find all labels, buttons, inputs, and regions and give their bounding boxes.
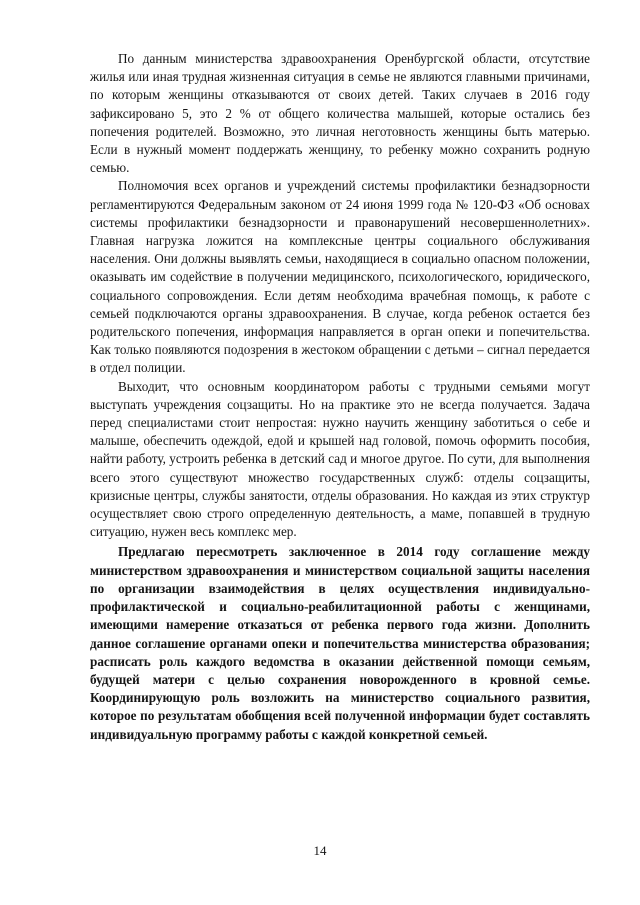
paragraph-coordinator: Выходит, что основным координатором работы с трудными семьями могут выступать учреждения соцзащиты. Но на практике это не всегда получается. Задача перед специалистами стоит непростая: нужно научить женщину заботиться о себе и малыше, обеспечить одеждой, едой и крышей над головой, помочь оформить пособия, найти работу, устроить ребенка в детский сад и многое другое. По сути, для выполнения всего этого существуют множество государственных служб: отделы соцзащиты, кризисные центры, службы занятости, отделы образования. Но каждая из этих структур осуществляет свою строго определенную деятельность, а маме, попавшей в трудную ситуацию, нужен весь комплекс мер. bbox=[90, 378, 590, 540]
paragraph-statistics: По данным министерства здравоохранения Оренбургской области, отсутствие жилья или иная трудная жизненная ситуация в семье не являются главными причинами, по которым женщины отказываются от своих детей. Таких случаев в 2016 году зафиксировано 5, это 2 % от общего количества малышей, которые остались без попечения родителей. Возможно, это личная неготовность женщины быть матерью. Если в нужный момент поддержать женщину, то ребенку можно сохранить родную семью. bbox=[90, 51, 590, 176]
paragraph-authorities: Полномочия всех органов и учреждений системы профилактики безнадзорности регламентируются Федеральным законом от 24 июня 1999 года № 120-ФЗ «Об основах системы профилактики безнадзорности и правонарушений несовершеннолетних». Главная нагрузка ложится на комплексные центры социального обслуживания населения. Они должны выявлять семьи, находящиеся в социально опасном положении, оказывать им содействие в получении медицинского, психологического, юридического, социального сопровождения. Если детям необходима врачебная помощь, к работе с семьей подключаются органы здравоохранения. В случае, когда ребенок остается без родительского попечения, информация направляется в орган опеки и попечительства. Как только появляются подозрения в жестоком обращении с детьми – сигнал передается в отдел полиции. bbox=[90, 178, 590, 376]
page-number: 14 bbox=[313, 843, 327, 858]
paragraph-proposal: Предлагаю пересмотреть заключенное в 2014 году соглашение между министерством здравоохранения и министерством социальной защиты населения по организации взаимодействия в целях осуществления индивидуально-профилактической и социально-реабилитационной работы с женщинами, имеющими намерение отказаться от ребенка первого года жизни. Дополнить данное соглашение органами опеки и попечительства министерства образования; расписать роль каждого ведомства в оказании действенной помощи семьям, будущей матери с целью сохранения новорожденного в кровной семье. Координирующую роль возложить на министерство социального развития, которое по результатам обобщения всей полученной информации будет составлять индивидуальную программу работы с каждой конкретной семьей. bbox=[90, 544, 590, 742]
document-page bbox=[90, 50, 590, 744]
